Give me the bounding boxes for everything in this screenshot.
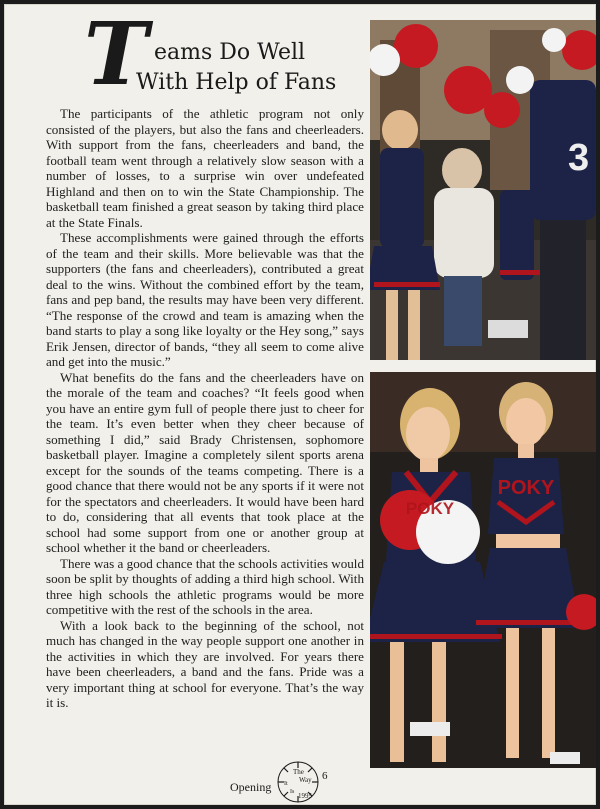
logo-word-it: It <box>284 781 288 787</box>
yearbook-page <box>4 4 596 805</box>
paragraph-1: The participants of the athletic program not only consisted of the players, but also the fans and cheerleaders. With support from the fans, cheerleaders and band, the football team went through a relatively slow season with a number of losses, to a surprise win over undefeated Highland and then on to win the State Championship. The basketball team finished a great season by taking third place at the State Finals. <box>46 106 364 230</box>
page-number: 6 <box>322 770 328 782</box>
title-line-1: eams Do Well <box>154 40 306 65</box>
logo-word-way: Way <box>299 776 312 784</box>
photo-cheerleaders-pompoms <box>370 20 596 360</box>
photo-two-cheerleaders-image <box>370 372 596 768</box>
photo-cheerleaders-pompoms-image <box>370 20 596 360</box>
logo-word-the: The <box>293 768 304 776</box>
logo-year: 1995 <box>298 792 312 800</box>
title-line-2: With Help of Fans <box>136 70 337 95</box>
article-body <box>46 106 364 711</box>
photo-two-cheerleaders <box>370 372 596 768</box>
uniform-text-left: POKY <box>405 499 455 518</box>
jersey-number: 3 <box>568 137 590 179</box>
paragraph-5: With a look back to the beginning of the school, not much has changed in the way people support one another in the activities in which they are involved. For years there have been cheerleaders, a band and the fans. Pride was a very important thing at school for everyone. That’s the way it is. <box>46 617 364 710</box>
paragraph-4: There was a good chance that the schools activities would soon be split by thoughts of adding a third high school. With three high schools the athletic programs would be more competitive with the rest of the schools in the area. <box>46 555 364 617</box>
logo-word-is: Is <box>290 789 295 795</box>
uniform-text-right: POKY <box>497 477 555 499</box>
paragraph-3: What benefits do the fans and the cheerleaders have on the morale of the team and coaches? “It feels good when you have an entire gym full of people there just to cheer for the team. It’s even better when they cheer because of something I did,” said Brady Christensen, sophomore basketball player. Imagine a completely silent sports arena except for the sounds of the teams competing. There is a good chance that there would not be any sports if it were not for the spectators and cheerleaders. It would have been hard to do, considering that all events that took place at the school had some support from one or another group at school whether it the band or cheerleaders. <box>46 369 364 555</box>
paragraph-2: These accomplishments were gained through the efforts of the team and their skills. More believable was that the supporters (the fans and cheerleaders), contributed a great deal to the wins. Without the combined effort by the team, fans and pep band, the results may have been very different. “The response of the crowd and team is amazing when the band starts to play a song like loyalty or the Hey song,” says Erik Jensen, director of bands, “they all seem to come alive and get into the music.” <box>46 230 364 369</box>
section-label: Opening <box>230 780 272 794</box>
yearbook-logo-icon <box>276 760 320 804</box>
title-drop-cap: T <box>84 4 148 105</box>
